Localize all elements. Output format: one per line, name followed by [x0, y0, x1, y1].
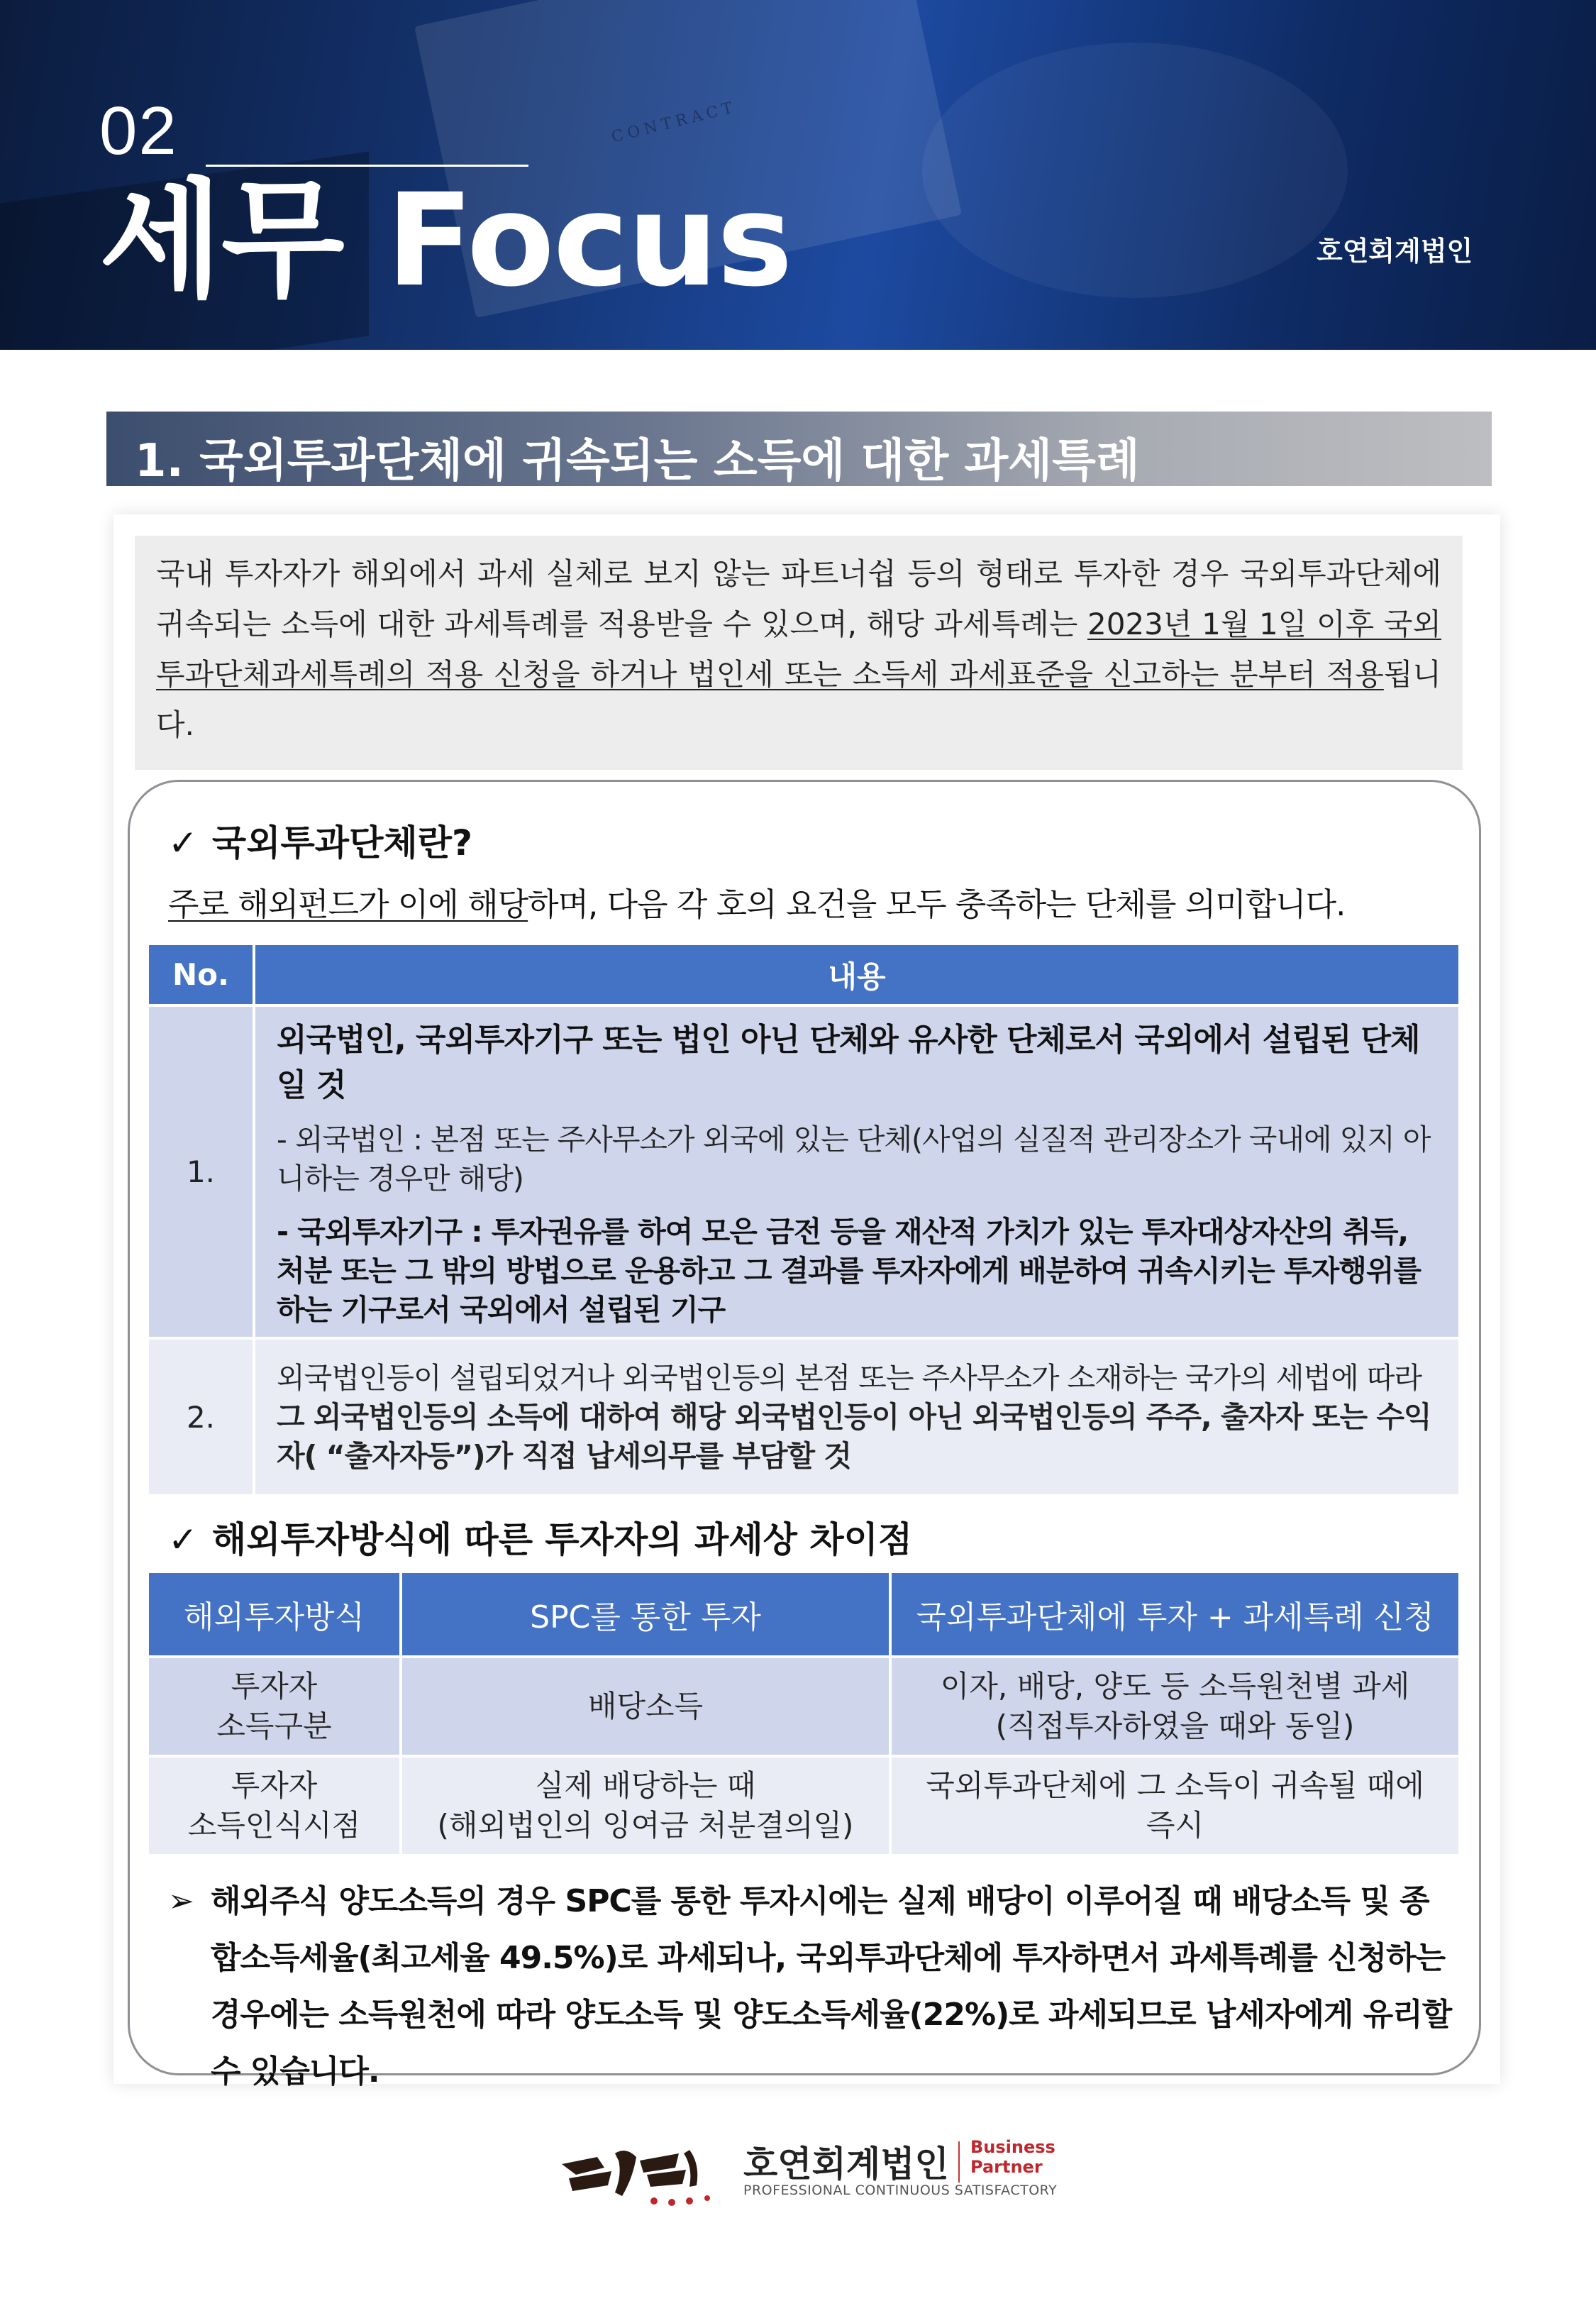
cell-line: (직접투자하였을 때와 동일): [995, 1709, 1355, 1743]
firm-logo-calligraphy: [555, 2136, 732, 2210]
row-label-line: 투자자: [231, 1768, 318, 1803]
header-spc: SPC를 통한 투자: [401, 1572, 890, 1657]
requirements-table: [148, 944, 1460, 1496]
check-icon: ✓: [168, 822, 198, 864]
comparison-table: [148, 1572, 1460, 1855]
header-banner: [0, 0, 1596, 350]
requirement-item: - 외국법인 : 본점 또는 주사무소가 외국에 있는 단체(사업의 실질적 관리장소가 국내에 있지 아니하는 경우만 해당): [277, 1122, 1431, 1196]
intro-paragraph: [156, 548, 1441, 750]
cell-line: 이자, 배당, 양도 등 소득원천별 과세: [940, 1669, 1410, 1704]
footer-divider: [958, 2141, 960, 2183]
spc-cell: [401, 1756, 890, 1855]
header-content: 내용: [254, 944, 1460, 1005]
definition-heading: [168, 815, 472, 866]
intro-underlined-text: 2023년 1월 1일 이후 국외투과단체과세특례의 적용 신청을 하거나 법인세 또는 소득세 과세표준을 신고하는 분부터 적용: [156, 607, 1441, 692]
row-label-line: 소득구분: [216, 1709, 332, 1743]
header-pass-through: 국외투과단체에 투자 + 과세특례 신청: [890, 1572, 1460, 1657]
spc-cell: 배당소득: [401, 1657, 890, 1756]
row-label-line: 소득인식시점: [187, 1808, 361, 1843]
row-content: [254, 1005, 1460, 1338]
row-label: [148, 1756, 401, 1855]
definition-desc-underlined: 주로 해외펀드가 이에 해당: [168, 886, 528, 923]
row-number: 2.: [148, 1338, 254, 1496]
footer-firm-name: 호연회계법인: [743, 2144, 949, 2185]
cell-line: 국외투과단체에 그 소득이 귀속될 때에: [926, 1768, 1424, 1803]
footer-badge-line: Business: [970, 2137, 1055, 2157]
row-label: [148, 1657, 401, 1756]
requirement-item: 외국법인등이 설립되었거나 외국법인등의 본점 또는 주사무소가 소재하는 국가의 세법에 따라: [277, 1360, 1422, 1395]
banner-decoration: [922, 43, 1348, 298]
note-text: 해외주식 양도소득의 경우 SPC를 통한 투자시에는 실제 배당이 이루어질 때 배당소득 및 종합소득세율(최고세율 49.5%)로 과세되나, 국외투과단체에 투자하면서 과세특례를 신청하는 경우에는 소득원천에 따라 양도소득 및 양도소득세율(22%)로 과세되므로 납세자에게 유리할 수 있습니다.: [211, 1883, 1452, 2090]
issue-number: 02: [99, 93, 178, 169]
intro-text: 국내 투자자가 해외에서 과세 실체로 보지 않는 파트너쉽 등의 형태로 투자한 경우 국외투과단체에 귀속되는 소득에 대한 과세특례를 적용받을 수 있으며, 해당 과세특례는: [156, 556, 1441, 641]
footer-tagline: PROFESSIONAL CONTINUOUS SATISFACTORY: [743, 2183, 1058, 2198]
cell-line: 실제 배당하는 때: [535, 1768, 756, 1803]
pass-through-cell: [890, 1756, 1460, 1855]
table-header-row: [148, 1572, 1460, 1657]
table-row: [148, 1657, 1460, 1756]
requirement-item-bold: 그 외국법인등의 소득에 대하여 해당 외국법인등이 아닌 외국법인등의 주주, 출자자 또는 수익자( “출자자등”)가 직접 납세의무를 부담할 것: [277, 1399, 1431, 1473]
section-heading-bar: [106, 412, 1492, 486]
row-label-line: 투자자: [231, 1669, 318, 1704]
firm-name-header: 호연회계법인: [1317, 236, 1473, 267]
header-method: 해외투자방식: [148, 1572, 401, 1657]
footer-badge-line: Partner: [970, 2157, 1043, 2177]
comparison-heading: [168, 1511, 912, 1562]
header-no: No.: [148, 944, 254, 1005]
definition-desc-text: 하며, 다음 각 호의 요건을 모두 충족하는 단체를 의미합니다.: [528, 886, 1346, 923]
table-row: [148, 1756, 1460, 1855]
row-number: 1.: [148, 1005, 254, 1338]
section-heading: 1. 국외투과단체에 귀속되는 소득에 대한 과세특례: [135, 435, 1140, 487]
check-icon: ✓: [168, 1519, 198, 1560]
cell-line: 즉시: [1146, 1808, 1204, 1843]
intro-text-end: 됩니다.: [156, 657, 1441, 742]
banner-contract-caption: CONTRACT: [609, 98, 739, 147]
pass-through-cell: [890, 1657, 1460, 1756]
comparison-note: [168, 1873, 1452, 2100]
page-title: 세무 Focus: [99, 167, 792, 315]
footer-badge: [970, 2137, 1055, 2177]
row-content: [254, 1338, 1460, 1496]
definition-description: [168, 878, 1345, 925]
table-header-row: [148, 944, 1460, 1005]
cell-line: (해외법인의 잉여금 처분결의일): [437, 1808, 854, 1843]
intro-box: [135, 536, 1463, 770]
table-row: [148, 1005, 1460, 1338]
requirement-item: - 국외투자기구 : 투자권유를 하여 모은 금전 등을 재산적 가치가 있는 투자대상자산의 취득, 처분 또는 그 밖의 방법으로 운용하고 그 결과를 투자자에게 배분하여 귀속시키는 투자행위를 하는 기구로서 국외에서 설립된 기구: [277, 1215, 1422, 1327]
table-row: [148, 1338, 1460, 1496]
comparison-heading-text: 해외투자방식에 따른 투자자의 과세상 차이점: [211, 1519, 913, 1560]
definition-heading-text: 국외투과단체란?: [211, 822, 473, 864]
arrow-bullet-icon: ➢: [168, 1883, 194, 1919]
requirement-lead: 외국법인, 국외투자기구 또는 법인 아닌 단체와 유사한 단체로서 국외에서 설립된 단체일 것: [277, 1022, 1420, 1103]
